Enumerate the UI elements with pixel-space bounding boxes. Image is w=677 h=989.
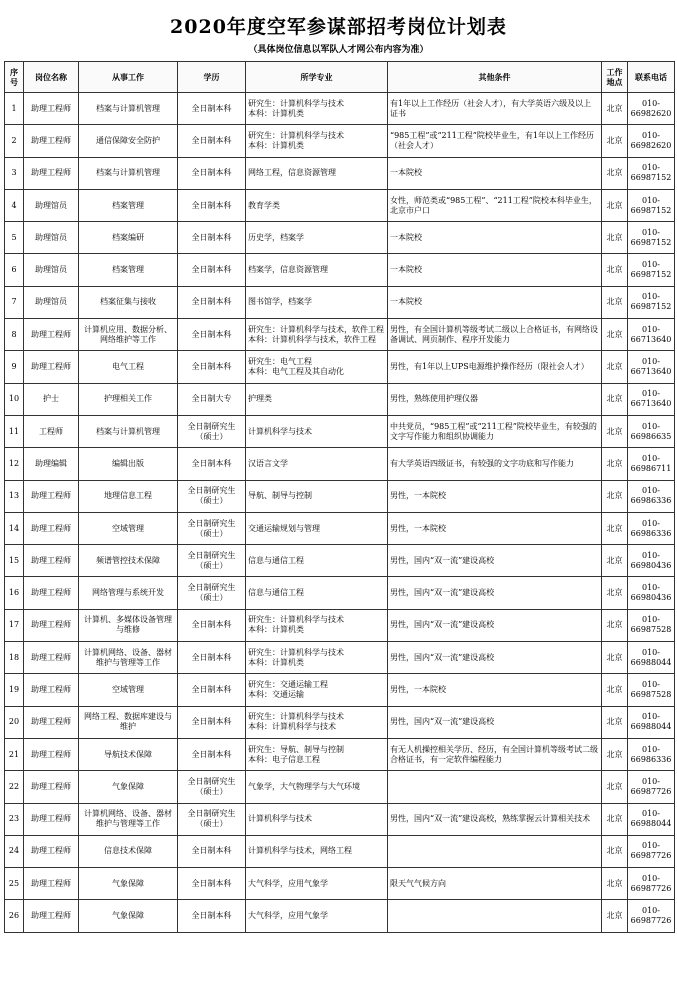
cell-location: 北京 [602, 286, 628, 318]
cell-education: 全日制本科 [178, 93, 246, 125]
cell-position: 护士 [24, 383, 79, 415]
cell-phone: 010-66987528 [628, 609, 675, 641]
cell-major: 计算机科学与技术 [246, 803, 388, 835]
cell-position: 助理工程师 [24, 319, 79, 351]
cell-location: 北京 [602, 771, 628, 803]
cell-location: 北京 [602, 900, 628, 932]
cell-major: 研究生：交通运输工程 本科：交通运输 [246, 674, 388, 706]
cell-work: 频谱管控技术保障 [79, 545, 178, 577]
cell-major: 网络工程，信息资源管理 [246, 157, 388, 189]
cell-education: 全日制研究生（硕士） [178, 545, 246, 577]
cell-work: 档案管理 [79, 254, 178, 286]
cell-conditions: 一本院校 [388, 222, 602, 254]
column-header-major: 所学专业 [246, 62, 388, 93]
cell-position: 助理工程师 [24, 480, 79, 512]
cell-conditions: 男性，有1年以上UPS电源维护操作经历（限社会人才） [388, 351, 602, 383]
cell-location: 北京 [602, 545, 628, 577]
cell-conditions: 一本院校 [388, 254, 602, 286]
cell-conditions: 男性，一本院校 [388, 674, 602, 706]
cell-education: 全日制研究生（硕士） [178, 415, 246, 447]
table-row [5, 835, 675, 867]
cell-work: 档案征集与接收 [79, 286, 178, 318]
column-header-education: 学历 [178, 62, 246, 93]
table-row [5, 319, 675, 351]
cell-location: 北京 [602, 642, 628, 674]
cell-position: 助理工程师 [24, 900, 79, 932]
cell-position: 助理馆员 [24, 286, 79, 318]
cell-work: 通信保障安全防护 [79, 125, 178, 157]
cell-work: 档案与计算机管理 [79, 157, 178, 189]
cell-phone: 010-66986336 [628, 512, 675, 544]
cell-no: 9 [5, 351, 24, 383]
cell-education: 全日制本科 [178, 319, 246, 351]
column-header-work: 从事工作 [79, 62, 178, 93]
table-row [5, 286, 675, 318]
cell-major: 计算机科学与技术，网络工程 [246, 835, 388, 867]
cell-major: 研究生：计算机科学与技术 本科：计算机类 [246, 125, 388, 157]
table-row [5, 771, 675, 803]
positions-table [4, 61, 675, 933]
cell-education: 全日制本科 [178, 157, 246, 189]
cell-work: 计算机网络、设备、器材维护与管理等工作 [79, 642, 178, 674]
table-row [5, 222, 675, 254]
cell-work: 气象保障 [79, 771, 178, 803]
page-title: 2020年度空军参谋部招考岗位计划表 [170, 16, 507, 38]
cell-conditions: 男性，一本院校 [388, 512, 602, 544]
cell-location: 北京 [602, 512, 628, 544]
table-row [5, 868, 675, 900]
cell-major: 信息与通信工程 [246, 577, 388, 609]
cell-location: 北京 [602, 415, 628, 447]
cell-conditions: 男性，国内“双一流”建设高校 [388, 642, 602, 674]
cell-phone: 010-66987152 [628, 254, 675, 286]
cell-work: 导航技术保障 [79, 738, 178, 770]
cell-major: 护理类 [246, 383, 388, 415]
cell-education: 全日制研究生（硕士） [178, 803, 246, 835]
cell-position: 助理馆员 [24, 254, 79, 286]
column-header-position: 岗位名称 [24, 62, 79, 93]
cell-phone: 010-66986635 [628, 415, 675, 447]
cell-position: 助理工程师 [24, 674, 79, 706]
cell-conditions: 限天气气候方向 [388, 868, 602, 900]
cell-major: 研究生：计算机科学与技术，软件工程 本科：计算机科学与技术，软件工程 [246, 319, 388, 351]
cell-conditions: 一本院校 [388, 286, 602, 318]
cell-position: 助理工程师 [24, 868, 79, 900]
table-row [5, 448, 675, 480]
cell-work: 档案与计算机管理 [79, 93, 178, 125]
cell-location: 北京 [602, 609, 628, 641]
cell-education: 全日制本科 [178, 835, 246, 867]
table-row [5, 738, 675, 770]
cell-conditions: 男性，国内“双一流”建设高校 [388, 706, 602, 738]
table-row [5, 415, 675, 447]
cell-no: 10 [5, 383, 24, 415]
cell-conditions: 一本院校 [388, 157, 602, 189]
cell-major: 信息与通信工程 [246, 545, 388, 577]
cell-phone: 010-66713640 [628, 383, 675, 415]
cell-education: 全日制本科 [178, 254, 246, 286]
page-subtitle: （具体岗位信息以军队人才网公布内容为准） [248, 45, 429, 55]
cell-education: 全日制本科 [178, 448, 246, 480]
cell-position: 助理工程师 [24, 771, 79, 803]
cell-major: 大气科学，应用气象学 [246, 900, 388, 932]
cell-phone: 010-66986336 [628, 738, 675, 770]
cell-conditions: 女性，师范类或“985工程”、“211工程”院校本科毕业生，北京市户口 [388, 189, 602, 221]
cell-phone: 010-66988044 [628, 803, 675, 835]
cell-major: 历史学，档案学 [246, 222, 388, 254]
cell-work: 计算机应用、数据分析、网络维护等工作 [79, 319, 178, 351]
cell-no: 4 [5, 189, 24, 221]
cell-major: 汉语言文学 [246, 448, 388, 480]
cell-phone: 010-66988044 [628, 642, 675, 674]
cell-phone: 010-66982620 [628, 125, 675, 157]
cell-education: 全日制本科 [178, 706, 246, 738]
cell-education: 全日制本科 [178, 609, 246, 641]
cell-position: 助理工程师 [24, 351, 79, 383]
cell-work: 气象保障 [79, 900, 178, 932]
cell-position: 助理馆员 [24, 222, 79, 254]
cell-major: 研究生：计算机科学与技术 本科：计算机类 [246, 609, 388, 641]
cell-phone: 010-66987152 [628, 222, 675, 254]
cell-no: 3 [5, 157, 24, 189]
cell-no: 2 [5, 125, 24, 157]
cell-education: 全日制本科 [178, 868, 246, 900]
cell-phone: 010-66713640 [628, 351, 675, 383]
cell-work: 计算机、多媒体设备管理与维修 [79, 609, 178, 641]
cell-location: 北京 [602, 157, 628, 189]
cell-phone: 010-66980436 [628, 577, 675, 609]
table-row [5, 351, 675, 383]
cell-no: 5 [5, 222, 24, 254]
cell-location: 北京 [602, 93, 628, 125]
cell-location: 北京 [602, 868, 628, 900]
cell-no: 13 [5, 480, 24, 512]
cell-education: 全日制本科 [178, 189, 246, 221]
cell-no: 18 [5, 642, 24, 674]
cell-conditions: 中共党员，“985工程”或“211工程”院校毕业生，有较强的文字写作能力和组织协调能力 [388, 415, 602, 447]
table-row [5, 609, 675, 641]
cell-conditions: 男性，熟练使用护理仪器 [388, 383, 602, 415]
cell-work: 档案与计算机管理 [79, 415, 178, 447]
cell-position: 助理工程师 [24, 512, 79, 544]
cell-no: 22 [5, 771, 24, 803]
cell-conditions: “985工程”或“211工程”院校毕业生，有1年以上工作经历（社会人才） [388, 125, 602, 157]
cell-work: 空域管理 [79, 512, 178, 544]
cell-major: 研究生：计算机科学与技术 本科：计算机科学与技术 [246, 706, 388, 738]
cell-location: 北京 [602, 480, 628, 512]
cell-phone: 010-66987152 [628, 157, 675, 189]
cell-major: 教育学类 [246, 189, 388, 221]
cell-no: 12 [5, 448, 24, 480]
cell-location: 北京 [602, 738, 628, 770]
cell-work: 空域管理 [79, 674, 178, 706]
table-header-row [5, 62, 675, 93]
cell-work: 计算机网络、设备、器材维护与管理等工作 [79, 803, 178, 835]
table-row [5, 189, 675, 221]
cell-position: 助理馆员 [24, 189, 79, 221]
cell-work: 电气工程 [79, 351, 178, 383]
table-body [5, 93, 675, 933]
cell-phone: 010-66987726 [628, 900, 675, 932]
table-row [5, 125, 675, 157]
cell-no: 16 [5, 577, 24, 609]
cell-no: 6 [5, 254, 24, 286]
table-row [5, 674, 675, 706]
cell-position: 助理工程师 [24, 577, 79, 609]
cell-education: 全日制研究生（硕士） [178, 480, 246, 512]
cell-phone: 010-66987152 [628, 189, 675, 221]
cell-location: 北京 [602, 577, 628, 609]
table-row [5, 383, 675, 415]
cell-position: 工程师 [24, 415, 79, 447]
cell-conditions: 男性，有全国计算机等级考试二级以上合格证书，有网络设备调试、网页制作、程序开发能力 [388, 319, 602, 351]
cell-education: 全日制研究生（硕士） [178, 512, 246, 544]
cell-position: 助理工程师 [24, 93, 79, 125]
cell-position: 助理工程师 [24, 125, 79, 157]
cell-education: 全日制研究生（硕士） [178, 771, 246, 803]
cell-conditions: 有无人机操控相关学历、经历，有全国计算机等级考试二级合格证书，有一定软件编程能力 [388, 738, 602, 770]
cell-phone: 010-66987152 [628, 286, 675, 318]
cell-location: 北京 [602, 706, 628, 738]
cell-conditions [388, 771, 602, 803]
cell-major: 研究生：计算机科学与技术 本科：计算机类 [246, 93, 388, 125]
cell-conditions [388, 835, 602, 867]
cell-major: 大气科学，应用气象学 [246, 868, 388, 900]
cell-no: 24 [5, 835, 24, 867]
table-row [5, 480, 675, 512]
cell-no: 26 [5, 900, 24, 932]
cell-conditions: 男性，一本院校 [388, 480, 602, 512]
column-header-conditions: 其他条件 [388, 62, 602, 93]
cell-position: 助理工程师 [24, 835, 79, 867]
cell-major: 研究生：电气工程 本科：电气工程及其自动化 [246, 351, 388, 383]
cell-location: 北京 [602, 222, 628, 254]
cell-work: 地理信息工程 [79, 480, 178, 512]
column-header-location: 工作地点 [602, 62, 628, 93]
cell-location: 北京 [602, 383, 628, 415]
cell-work: 护理相关工作 [79, 383, 178, 415]
cell-phone: 010-66988044 [628, 706, 675, 738]
cell-conditions: 有大学英语四级证书，有较强的文字功底和写作能力 [388, 448, 602, 480]
cell-conditions: 男性，国内“双一流”建设高校 [388, 545, 602, 577]
cell-phone: 010-66986711 [628, 448, 675, 480]
column-header-no: 序号 [5, 62, 24, 93]
cell-education: 全日制大专 [178, 383, 246, 415]
cell-position: 助理工程师 [24, 642, 79, 674]
cell-phone: 010-66987726 [628, 771, 675, 803]
cell-major: 导航、制导与控制 [246, 480, 388, 512]
cell-location: 北京 [602, 803, 628, 835]
cell-no: 23 [5, 803, 24, 835]
table-row [5, 706, 675, 738]
cell-work: 档案管理 [79, 189, 178, 221]
cell-position: 助理工程师 [24, 545, 79, 577]
cell-education: 全日制本科 [178, 674, 246, 706]
cell-education: 全日制本科 [178, 738, 246, 770]
cell-work: 信息技术保障 [79, 835, 178, 867]
cell-no: 1 [5, 93, 24, 125]
cell-conditions: 男性，国内“双一流”建设高校 [388, 577, 602, 609]
cell-location: 北京 [602, 254, 628, 286]
cell-no: 17 [5, 609, 24, 641]
column-header-phone: 联系电话 [628, 62, 675, 93]
cell-education: 全日制本科 [178, 286, 246, 318]
cell-conditions: 男性，国内“双一流”建设高校，熟练掌握云计算相关技术 [388, 803, 602, 835]
cell-conditions: 有1年以上工作经历（社会人才），有大学英语六级及以上证书 [388, 93, 602, 125]
cell-phone: 010-66986336 [628, 480, 675, 512]
cell-phone: 010-66987726 [628, 868, 675, 900]
cell-work: 编辑出版 [79, 448, 178, 480]
cell-location: 北京 [602, 448, 628, 480]
cell-position: 助理工程师 [24, 157, 79, 189]
cell-no: 14 [5, 512, 24, 544]
cell-major: 研究生：导航、制导与控制 本科：电子信息工程 [246, 738, 388, 770]
cell-no: 21 [5, 738, 24, 770]
cell-phone: 010-66987528 [628, 674, 675, 706]
table-row [5, 803, 675, 835]
cell-no: 15 [5, 545, 24, 577]
table-row [5, 900, 675, 932]
cell-position: 助理工程师 [24, 706, 79, 738]
cell-location: 北京 [602, 319, 628, 351]
cell-education: 全日制本科 [178, 351, 246, 383]
cell-major: 研究生：计算机科学与技术 本科：计算机类 [246, 642, 388, 674]
cell-no: 8 [5, 319, 24, 351]
table-row [5, 642, 675, 674]
cell-no: 7 [5, 286, 24, 318]
cell-work: 档案编研 [79, 222, 178, 254]
table-row [5, 512, 675, 544]
cell-major: 档案学，信息资源管理 [246, 254, 388, 286]
cell-conditions [388, 900, 602, 932]
table-row [5, 157, 675, 189]
cell-education: 全日制本科 [178, 900, 246, 932]
cell-work: 气象保障 [79, 868, 178, 900]
cell-location: 北京 [602, 189, 628, 221]
cell-position: 助理工程师 [24, 803, 79, 835]
cell-education: 全日制本科 [178, 125, 246, 157]
cell-position: 助理工程师 [24, 609, 79, 641]
cell-education: 全日制本科 [178, 222, 246, 254]
cell-position: 助理工程师 [24, 738, 79, 770]
cell-location: 北京 [602, 125, 628, 157]
table-row [5, 93, 675, 125]
cell-location: 北京 [602, 351, 628, 383]
table-row [5, 254, 675, 286]
cell-phone: 010-66980436 [628, 545, 675, 577]
cell-no: 11 [5, 415, 24, 447]
cell-education: 全日制本科 [178, 642, 246, 674]
cell-major: 计算机科学与技术 [246, 415, 388, 447]
cell-phone: 010-66713640 [628, 319, 675, 351]
cell-phone: 010-66982620 [628, 93, 675, 125]
cell-education: 全日制研究生（硕士） [178, 577, 246, 609]
cell-conditions: 男性，国内“双一流”建设高校 [388, 609, 602, 641]
table-row [5, 577, 675, 609]
cell-work: 网络管理与系统开发 [79, 577, 178, 609]
cell-no: 25 [5, 868, 24, 900]
cell-work: 网络工程、数据库建设与维护 [79, 706, 178, 738]
cell-position: 助理编辑 [24, 448, 79, 480]
cell-no: 20 [5, 706, 24, 738]
cell-phone: 010-66987726 [628, 835, 675, 867]
cell-location: 北京 [602, 674, 628, 706]
table-row [5, 545, 675, 577]
cell-major: 图书馆学，档案学 [246, 286, 388, 318]
cell-location: 北京 [602, 835, 628, 867]
cell-no: 19 [5, 674, 24, 706]
cell-major: 气象学，大气物理学与大气环境 [246, 771, 388, 803]
cell-major: 交通运输规划与管理 [246, 512, 388, 544]
